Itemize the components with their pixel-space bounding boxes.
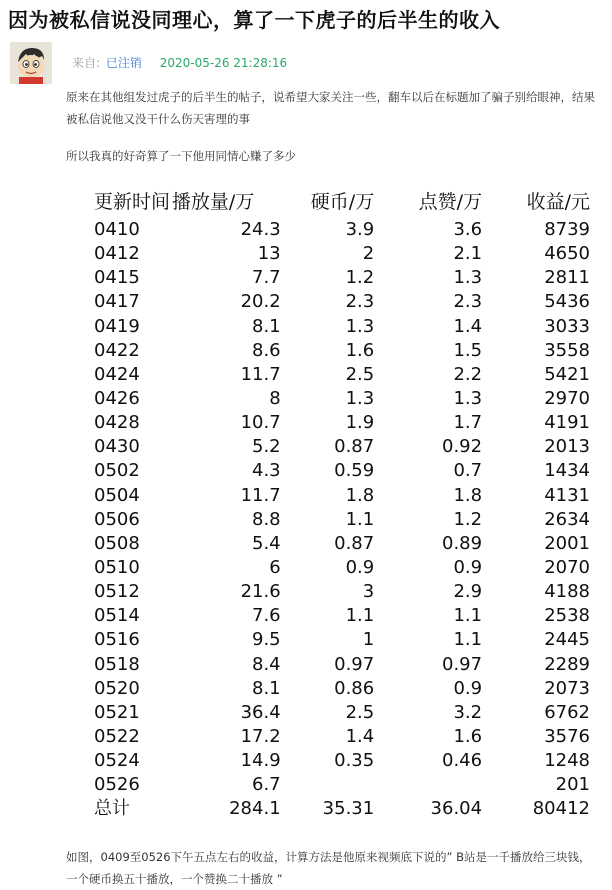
row-income: 3576 [544,726,590,748]
table-total-row [90,797,590,821]
row-coins: 2.3 [345,291,375,313]
row-date: 0412 [94,243,140,265]
row-date: 0526 [94,774,140,796]
post-time: 2020-05-26 21:28:16 [159,56,288,70]
row-coins: 2.5 [345,363,375,385]
table-row [90,315,590,339]
income-table-image [90,186,590,822]
row-date: 0428 [94,412,140,434]
row-date: 0516 [94,629,140,651]
row-plays: 11.7 [240,363,281,385]
row-date: 0520 [94,677,140,699]
row-income: 4191 [544,412,590,434]
row-likes: 1.1 [453,629,483,651]
row-plays: 8 [269,388,281,410]
table-row [90,242,590,266]
row-income: 2013 [544,436,590,458]
table-row [90,701,590,725]
row-income: 3033 [544,315,590,337]
row-likes: 1.3 [453,267,483,289]
row-likes: 1.4 [453,315,483,337]
income-table [90,186,590,822]
row-plays: 8.1 [252,677,281,699]
row-plays: 8.6 [252,339,281,361]
header-likes: 点赞/万 [418,191,483,213]
row-likes: 2.9 [453,581,483,603]
header-income: 收益/元 [526,191,590,213]
row-coins: 3 [362,581,375,603]
row-date: 0518 [94,653,140,675]
table-row [90,677,590,701]
row-date: 0521 [94,701,140,723]
total-plays: 284.1 [229,798,281,820]
row-likes: 1.7 [453,412,483,434]
row-date: 0419 [94,315,140,337]
row-plays: 9.5 [252,629,281,651]
row-income: 201 [555,774,590,796]
row-likes: 1.1 [453,605,483,627]
author-link[interactable]: 已注销 [105,56,142,70]
total-income: 80412 [532,798,590,820]
table-row [90,411,590,435]
row-plays: 13 [257,243,281,265]
post-intro-second: 所以我真的好奇算了一下他用同情心赚了多少 [66,149,296,163]
row-income: 2070 [544,557,590,579]
header-plays: 播放量/万 [171,191,255,213]
row-income: 2001 [544,532,590,554]
row-likes: 1.6 [453,726,483,748]
row-income: 4650 [544,243,590,265]
row-income: 2073 [544,677,590,699]
row-coins: 1.8 [345,484,375,506]
row-coins: 0.35 [334,750,375,772]
row-coins: 0.87 [334,532,375,554]
table-header-row [90,186,590,218]
row-plays: 6.7 [252,774,281,796]
table-body [90,218,590,797]
row-date: 0522 [94,726,140,748]
row-date: 0504 [94,484,140,506]
row-income: 2970 [544,388,590,410]
row-income: 6762 [544,701,590,723]
row-income: 5421 [544,363,590,385]
row-likes: 3.6 [453,219,483,241]
row-likes: 2.3 [453,291,483,313]
table-row [90,628,590,652]
row-plays: 17.2 [240,726,281,748]
row-coins: 0.97 [334,653,375,675]
row-coins: 1.3 [345,388,375,410]
row-date: 0410 [94,219,140,241]
row-date: 0514 [94,605,140,627]
header-date: 更新时间 [94,191,171,213]
row-likes: 0.97 [442,653,483,675]
table-row [90,749,590,773]
row-income: 1434 [544,460,590,482]
row-likes: 3.2 [453,701,483,723]
table-row [90,556,590,580]
row-plays: 5.2 [252,436,281,458]
row-plays: 6 [269,557,281,579]
row-plays: 8.4 [252,653,281,675]
cartoon-avatar-icon [10,42,52,84]
row-plays: 8.1 [252,315,281,337]
row-coins [281,773,375,797]
row-likes: 2.2 [453,363,483,385]
table-row [90,435,590,459]
post-meta [72,54,287,71]
table-row [90,532,590,556]
row-coins: 1.4 [345,726,375,748]
table-row [90,266,590,290]
row-coins: 3.9 [345,219,375,241]
total-likes: 36.04 [430,798,483,820]
table-row [90,580,590,604]
row-plays: 36.4 [240,701,281,723]
row-likes: 0.9 [453,557,483,579]
row-income: 2811 [544,267,590,289]
row-likes: 0.7 [453,460,483,482]
row-plays: 7.6 [252,605,281,627]
row-plays: 14.9 [240,750,281,772]
row-date: 0422 [94,339,140,361]
row-coins: 2.5 [345,701,375,723]
table-row [90,387,590,411]
post-footer-text: 如图，0409至0526下午五点左右的收益，计算方法是他原来视频底下说的” B站是一千播放给三块钱，一个硬币换五十播放，一个赞换二十播放 ” [66,850,591,886]
table-row [90,484,590,508]
row-plays: 20.2 [240,291,281,313]
row-plays: 11.7 [240,484,281,506]
row-likes: 1.2 [453,508,483,530]
post-intro: 原来在其他组发过虎子的后半生的帖子，说希望大家关注一些，翻车以后在标题加了骗子别给眼神，结果被私信说他又没干什么伤天害理的事 [66,90,595,126]
total-label: 总计 [94,798,130,820]
row-plays: 21.6 [240,581,281,603]
table-row [90,459,590,483]
row-coins: 0.9 [345,557,375,579]
row-likes: 1.5 [453,339,483,361]
row-likes [374,773,482,797]
table-row [90,508,590,532]
row-likes: 0.9 [453,677,483,699]
row-coins: 1 [362,629,375,651]
row-plays: 10.7 [240,412,281,434]
row-date: 0426 [94,388,140,410]
row-income: 5436 [544,291,590,313]
row-date: 0502 [94,460,140,482]
row-plays: 24.3 [240,219,281,241]
avatar[interactable] [10,42,52,84]
row-coins: 1.6 [345,339,375,361]
row-coins: 1.1 [345,605,375,627]
row-likes: 1.3 [453,388,483,410]
row-coins: 0.87 [334,436,375,458]
row-date: 0506 [94,508,140,530]
row-date: 0417 [94,291,140,313]
row-plays: 4.3 [252,460,281,482]
row-likes: 0.92 [442,436,483,458]
row-coins: 1.2 [345,267,375,289]
row-income: 2445 [544,629,590,651]
row-likes: 1.8 [453,484,483,506]
table-row [90,363,590,387]
row-date: 0524 [94,750,140,772]
table-row [90,218,590,242]
row-income: 3558 [544,339,590,361]
row-date: 0424 [94,363,140,385]
row-coins: 0.59 [334,460,375,482]
header-coins: 硬币/万 [310,191,375,213]
total-coins: 35.31 [322,798,375,820]
table-row [90,339,590,363]
row-likes: 0.89 [442,532,483,554]
table-row [90,653,590,677]
table-row [90,290,590,314]
row-income: 2634 [544,508,590,530]
row-coins: 1.1 [345,508,375,530]
row-income: 8739 [544,219,590,241]
row-plays: 5.4 [252,532,281,554]
row-plays: 8.8 [252,508,281,530]
row-date: 0510 [94,557,140,579]
table-row [90,604,590,628]
row-date: 0430 [94,436,140,458]
row-date: 0415 [94,267,140,289]
row-coins: 2 [362,243,375,265]
row-coins: 0.86 [334,677,375,699]
row-likes: 2.1 [453,243,483,265]
row-income: 1248 [544,750,590,772]
row-date: 0512 [94,581,140,603]
meta-prefix: 来自: [72,56,101,70]
row-coins: 1.9 [345,412,375,434]
table-row [90,725,590,749]
post-title: 因为被私信说没同理心，算了一下虎子的后半生的收入 [8,8,500,32]
row-plays: 7.7 [252,267,281,289]
row-coins: 1.3 [345,315,375,337]
row-income: 4131 [544,484,590,506]
row-date: 0508 [94,532,140,554]
row-likes: 0.46 [442,750,483,772]
table-row [90,773,590,797]
row-income: 2289 [544,653,590,675]
row-income: 4188 [544,581,590,603]
row-income: 2538 [544,605,590,627]
